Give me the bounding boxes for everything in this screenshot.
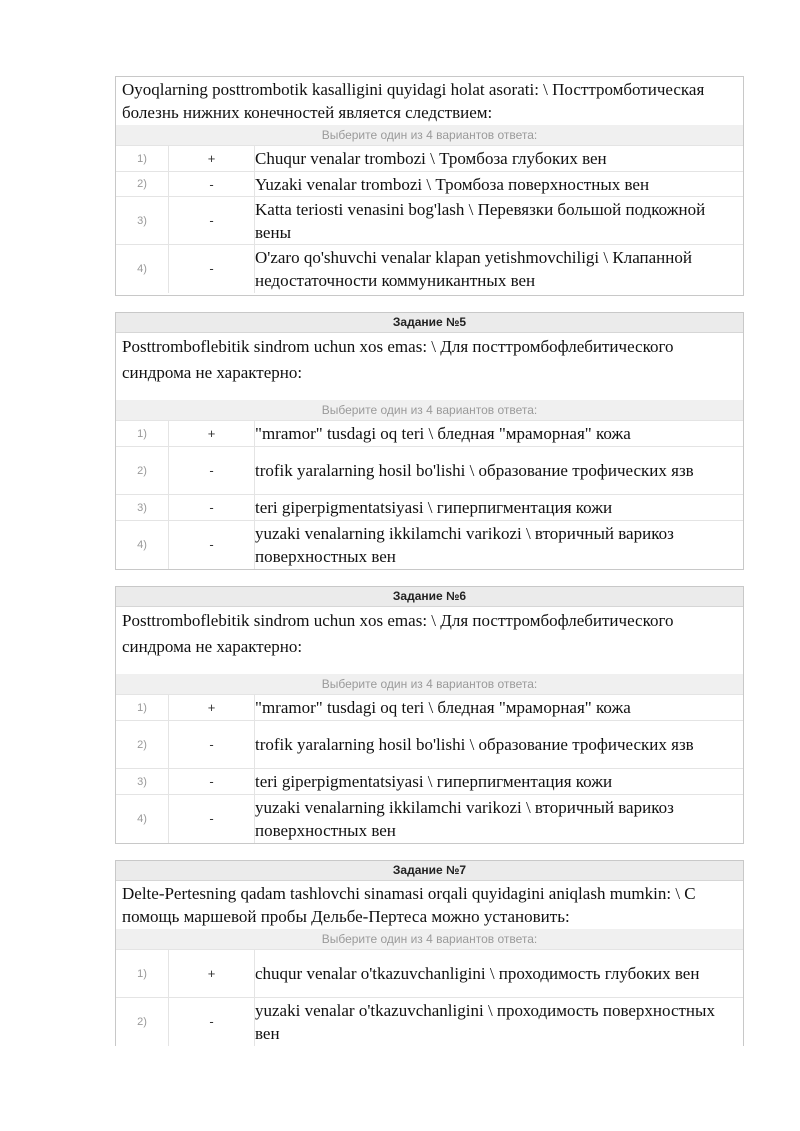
option-row[interactable] — [116, 146, 743, 172]
option-number: 2) — [116, 447, 169, 495]
task-block-7 — [115, 860, 744, 1046]
task-title: Задание №5 — [116, 313, 743, 333]
options-table — [116, 694, 743, 843]
option-number: 3) — [116, 495, 169, 521]
option-row[interactable] — [116, 769, 743, 795]
options-table — [116, 949, 743, 1046]
option-number: 1) — [116, 695, 169, 721]
option-text: teri giperpigmentatsiyasi \ гиперпигментация кожи — [255, 769, 744, 795]
option-text: "mramor" tusdagi oq teri \ бледная "мраморная" кожа — [255, 695, 744, 721]
option-mark: - — [169, 521, 255, 569]
option-mark: - — [169, 197, 255, 245]
question-text: Posttromboflebitik sindrom uchun xos emas: \ Для посттромбофлебитического синдрома не характерно: — [122, 611, 674, 656]
option-row[interactable] — [116, 245, 743, 293]
option-mark: + — [169, 146, 255, 172]
option-row[interactable] — [116, 795, 743, 843]
option-text: O'zaro qo'shuvchi venalar klapan yetishmovchiligi \ Клапанной недостаточности коммуникантных вен — [255, 245, 744, 293]
option-text: Katta teriosti venasini bog'lash \ Перевязки большой подкожной вены — [255, 197, 744, 245]
option-mark: - — [169, 495, 255, 521]
task-title: Задание №6 — [116, 587, 743, 607]
option-text: yuzaki venalar o'tkazuvchanligini \ проходимость поверхностных вен — [255, 998, 744, 1046]
option-text: yuzaki venalarning ikkilamchi varikozi \ вторичный варикоз поверхностных вен — [255, 521, 744, 569]
option-mark: - — [169, 172, 255, 197]
option-mark: - — [169, 769, 255, 795]
option-row[interactable] — [116, 721, 743, 769]
option-mark: - — [169, 721, 255, 769]
question-text: Oyoqlarning posttrombotik kasalligini quyidagi holat asorati: \ Посттромботическая болезнь нижних конечностей является следствием: — [122, 80, 705, 122]
option-mark: - — [169, 795, 255, 843]
option-row[interactable] — [116, 998, 743, 1046]
option-mark: - — [169, 245, 255, 293]
task-block-6 — [115, 586, 744, 844]
task-block-5 — [115, 312, 744, 570]
answer-instruction: Выберите один из 4 вариантов ответа: — [116, 125, 743, 145]
option-row[interactable] — [116, 172, 743, 197]
option-number: 1) — [116, 421, 169, 447]
option-row[interactable] — [116, 521, 743, 569]
option-row[interactable] — [116, 421, 743, 447]
option-row[interactable] — [116, 495, 743, 521]
option-mark: + — [169, 950, 255, 998]
answer-instruction: Выберите один из 4 вариантов ответа: — [116, 674, 743, 694]
option-text: trofik yaralarning hosil bo'lishi \ образование трофических язв — [255, 447, 744, 495]
answer-instruction: Выберите один из 4 вариантов ответа: — [116, 400, 743, 420]
option-row[interactable] — [116, 950, 743, 998]
option-mark: + — [169, 421, 255, 447]
option-number: 2) — [116, 172, 169, 197]
option-text: Chuqur venalar trombozi \ Тромбоза глубоких вен — [255, 146, 744, 172]
option-number: 1) — [116, 950, 169, 998]
option-number: 4) — [116, 521, 169, 569]
option-number: 4) — [116, 245, 169, 293]
option-number: 2) — [116, 998, 169, 1046]
option-text: chuqur venalar o'tkazuvchanligini \ проходимость глубоких вен — [255, 950, 744, 998]
option-text: trofik yaralarning hosil bo'lishi \ образование трофических язв — [255, 721, 744, 769]
option-row[interactable] — [116, 447, 743, 495]
options-table — [116, 420, 743, 569]
question-text: Posttromboflebitik sindrom uchun xos emas: \ Для посттромбофлебитического синдрома не характерно: — [122, 337, 674, 382]
option-number: 3) — [116, 769, 169, 795]
option-row[interactable] — [116, 197, 743, 245]
option-number: 2) — [116, 721, 169, 769]
task-title: Задание №7 — [116, 861, 743, 881]
option-text: "mramor" tusdagi oq teri \ бледная "мраморная" кожа — [255, 421, 744, 447]
answer-instruction: Выберите один из 4 вариантов ответа: — [116, 929, 743, 949]
option-number: 3) — [116, 197, 169, 245]
options-table — [116, 145, 743, 293]
option-mark: + — [169, 695, 255, 721]
question-text: Delte-Pertesning qadam tashlovchi sinamasi orqali quyidagini aniqlash mumkin: \ С помощь маршевой пробы Дельбе-Пертеса можно установить: — [122, 884, 696, 926]
option-text: Yuzaki venalar trombozi \ Тромбоза поверхностных вен — [255, 172, 744, 197]
task-block-4 — [115, 76, 744, 296]
option-number: 1) — [116, 146, 169, 172]
option-mark: - — [169, 447, 255, 495]
option-number: 4) — [116, 795, 169, 843]
option-row[interactable] — [116, 695, 743, 721]
option-text: yuzaki venalarning ikkilamchi varikozi \ вторичный варикоз поверхностных вен — [255, 795, 744, 843]
option-text: teri giperpigmentatsiyasi \ гиперпигментация кожи — [255, 495, 744, 521]
option-mark: - — [169, 998, 255, 1046]
